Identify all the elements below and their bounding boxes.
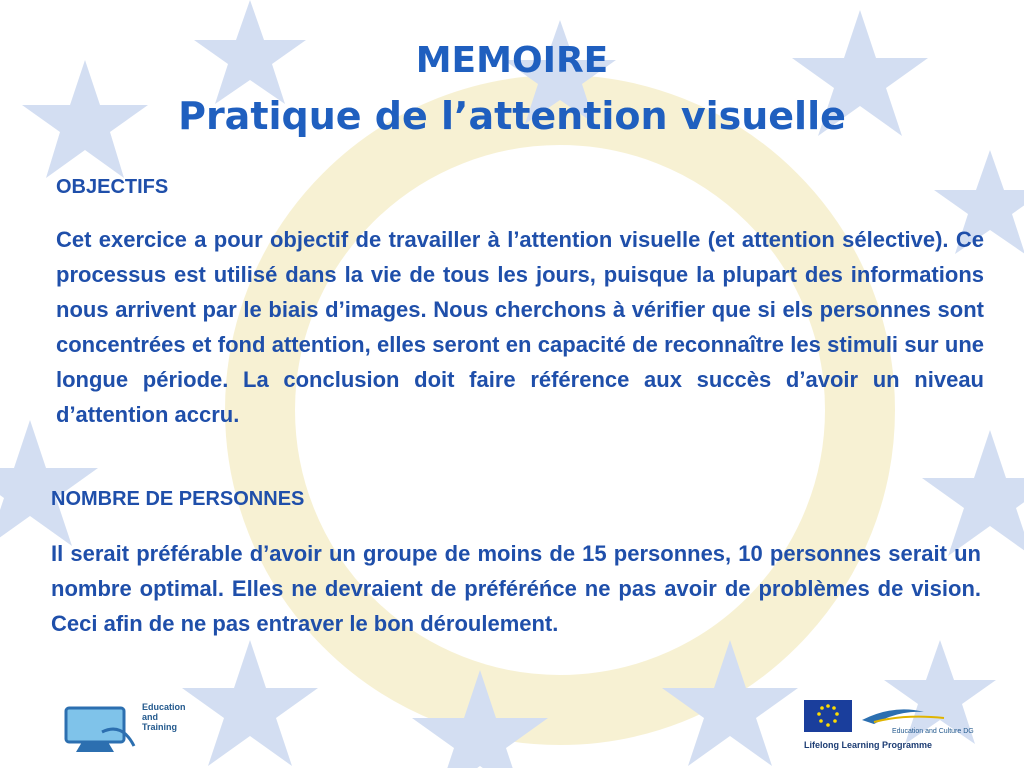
page-subtitle: Pratique de l’attention visuelle xyxy=(178,94,846,138)
edu-logo-line: Education xyxy=(142,702,186,712)
section-text-objectifs: Cet exercice a pour objectif de travailler à l’attention visuelle (et attention sélective). Ce processus est utilisé dans la vie de tous les jours, puisque la plupart des informations nous arrivent par le biais d’images. Nous cherchons à vérifier que si els personnes sont concentrées et fond attention, elles seront en capacité de reconnaître les stimuli sur une longue période. La conclusion doit faire référence aux succès d’avoir un niveau d’attention accru. xyxy=(56,227,984,427)
edu-logo-line: Training xyxy=(142,722,178,732)
eu-dg-label: Education and Culture DG xyxy=(892,728,974,735)
monitor-icon xyxy=(62,702,140,754)
eu-programme-label: Lifelong Learning Programme xyxy=(804,740,933,750)
section-text-nombre-de-personnes: Il serait préférable d’avoir un groupe de moins de 15 personnes, 10 personnes serait un nombre optimal. Elles ne devraient de préféréńce ne pas avoir de problèmes de vision. Ceci afin de ne pas entraver le bon déroulement. xyxy=(51,541,981,636)
page-title: MEMOIRE xyxy=(415,40,609,81)
section-heading-nombre-de-personnes: NOMBRE DE PERSONNES xyxy=(51,488,305,510)
star-shape xyxy=(0,420,98,546)
education-training-logo xyxy=(62,702,186,754)
eu-lifelong-learning-logo xyxy=(804,698,974,756)
star-shape xyxy=(182,640,318,766)
edu-logo-line: and xyxy=(142,712,159,722)
section-heading-objectifs: OBJECTIFS xyxy=(56,176,169,198)
